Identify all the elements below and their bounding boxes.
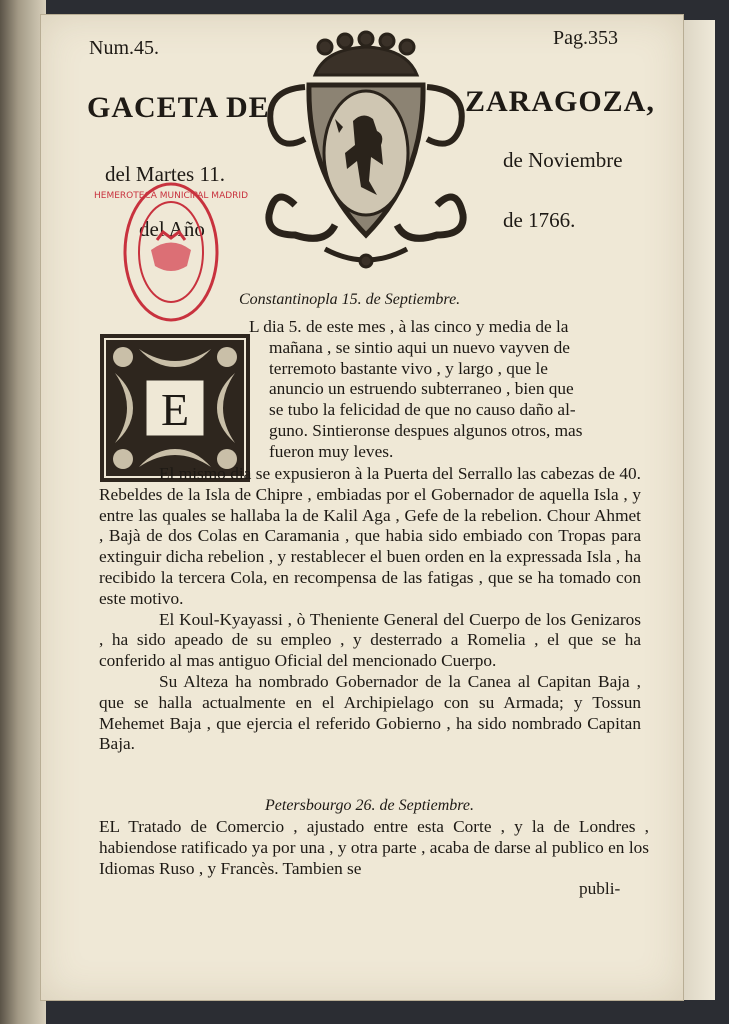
issue-year: de 1766. (503, 208, 576, 232)
issue-month: de Noviembre (503, 148, 623, 172)
line-6: guno. Sintieronse despues algunos otros, mas (269, 420, 583, 440)
stamp-text: HEMEROTECA MUNICIPAL MADRID (94, 191, 248, 201)
paragraph-genizaros: El Koul-Kyayassi , ò Theniente General del Cuerpo de los Genizaros , ha sido apeado de su empleo , y desterrado a Romelia , el que se ha conferido al mas antiguo Oficial del mencionado Cuerpo. (99, 609, 641, 671)
title-right: ZARAGOZA, (465, 85, 655, 118)
line-1: L dia 5. de este mes , à las cinco y media de la (249, 317, 569, 336)
line-4: anuncio un estruendo subterraneo , bien que (269, 379, 574, 399)
coat-of-arms (265, 35, 467, 271)
title-left: GACETA DE (87, 91, 270, 124)
year-label: del Año (139, 217, 205, 241)
initial-letter: E (160, 384, 190, 435)
catchword: publi- (579, 879, 621, 898)
paragraph-canea: Su Alteza ha nombrado Gobernador de la Canea al Capitan Baja , que se halla actualmente en el Archipielago con su Armada; y Tossun Mehemet Baja , que ejercia el referido Gobierno , ha sido nombrado Capitan Baja. (99, 671, 641, 754)
paragraph-serrallo: El mismo dia se expusieron à la Puerta del Serrallo las cabezas de 40. Rebeldes de la Isla de Chipre , embiadas por el Gobernador de aquella Isla , y entre las quales se hallaba la de Kalil Aga , Gefe de la rebelion. Chour Ahmet , Bajà de dos Colas en Caramania , que habia sido embiado con Tropas para extinguir dicha rebelion , y restablecer el buen orden en la expressada Isla , ha recibido la tercera Cola, en recompensa de las fatigas , que se ha tomado con este motivo. (99, 464, 641, 608)
library-stamp (94, 180, 248, 325)
gazette-page (40, 14, 684, 1001)
line-5: se tubo la felicidad de que no causo daño al- (269, 400, 576, 420)
dateline-constantinopla: Constantinopla 15. de Septiembre. (239, 291, 461, 308)
line-3: terremoto bastante vivo , y largo , que le (269, 358, 548, 378)
decorated-initial (99, 333, 251, 483)
article-body (99, 464, 641, 755)
line-7: fueron muy leves. (269, 441, 394, 461)
line-2: mañana , se sintio aqui un nuevo vayven de (269, 337, 570, 357)
first-paragraph (249, 317, 643, 463)
section2-body (99, 817, 649, 879)
paragraph-tratado: EL Tratado de Comercio , ajustado entre esta Corte , y la de Londres , habiendose ratificado ya por una , y otra parte , acaba de darse al publico en los Idiomas Ruso , y Francès. Tambien se (99, 817, 649, 878)
dateline-petersbourgo: Petersbourgo 26. de Septiembre. (265, 797, 474, 814)
issue-day: del Martes 11. (105, 162, 225, 186)
issue-number: Num.45. (89, 37, 159, 59)
page-number: Pag.353 (553, 27, 618, 49)
